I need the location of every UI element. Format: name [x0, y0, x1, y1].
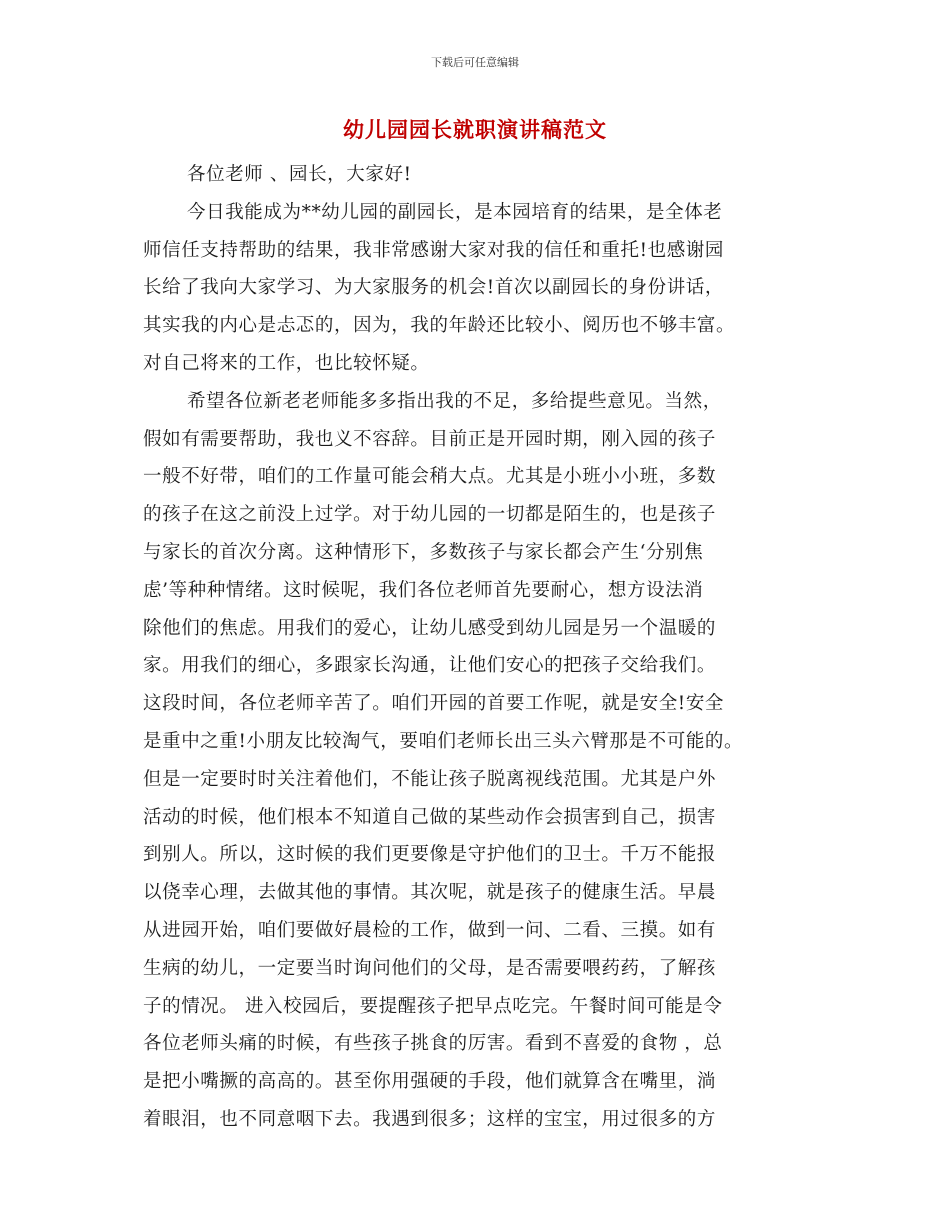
body-line: 各位老师 、园长，大家好!	[187, 164, 412, 185]
body-line: 活动的时候，他们根本不知道自己做的某些动作会损害到自己，损害	[143, 806, 717, 828]
body-line: 这段时间，各位老师辛苦了。咱们开园的首要工作呢，就是安全!安全	[143, 693, 725, 715]
body-line: 生病的幼儿，一定要当时询问他们的父母，是否需要喂药药，了解孩	[143, 957, 717, 979]
body-line: 其实我的内心是忐忑的，因为，我的年龄还比较小、阅历也不够丰富。	[143, 315, 736, 337]
body-line: 对自己将来的工作，也比较怀疑。	[143, 352, 430, 374]
body-line: 家。用我们的细心，多跟家长沟通，让他们安心的把孩子交给我们。	[143, 655, 717, 677]
body-line: 师信任支持帮助的结果，我非常感谢大家对我的信任和重托!也感谢园	[143, 239, 725, 261]
body-line: 到别人。所以，这时候的我们更要像是守护他们的卫士。千万不能报	[143, 844, 717, 866]
body-line: 长给了我向大家学习、为大家服务的机会!首次以副园长的身份讲话，	[143, 277, 725, 299]
body-line: 除他们的焦虑。用我们的爱心，让幼儿感受到幼儿园是另一个温暖的	[143, 617, 717, 639]
header-note: 下载后可任意编辑	[431, 56, 519, 69]
body-line: 假如有需要帮助，我也义不容辞。目前正是开园时期，刚入园的孩子	[143, 428, 717, 450]
body-line: 是重中之重!小朋友比较淘气，要咱们老师长出三头六臂那是不可能的。	[143, 730, 744, 752]
body-line: 一般不好带，咱们的工作量可能会稍大点。尤其是小班小小班，多数	[143, 466, 717, 488]
body-line: 的孩子在这之前没上过学。对于幼儿园的一切都是陌生的，也是孩子	[143, 504, 717, 526]
body-line: 虑’等种种情绪。这时候呢，我们各位老师首先要耐心，想方设法消	[143, 579, 704, 601]
body-line: 今日我能成为**幼儿园的副园长，是本园培育的结果，是全体老	[187, 201, 723, 223]
document-body	[143, 156, 823, 1139]
body-line: 希望各位新老老师能多多指出我的不足，多给提些意见。当然，	[187, 390, 722, 412]
body-line: 但是一定要时时关注着他们，不能让孩子脱离视线范围。尤其是户外	[143, 768, 717, 790]
body-line: 各位老师头痛的时候，有些孩子挑食的厉害。看到不喜爱的食物 ，总	[143, 1033, 723, 1055]
body-line: 以侥幸心理，去做其他的事情。其次呢，就是孩子的健康生活。早晨	[143, 882, 717, 904]
body-line: 着眼泪，也不同意咽下去。我遇到很多；这样的宝宝，用过很多的方	[143, 1108, 717, 1130]
body-line: 是把小嘴撅的高高的。甚至你用强硬的手段，他们就算含在嘴里，淌	[143, 1071, 717, 1093]
body-line: 与家长的首次分离。这种情形下，多数孩子与家长都会产生‘分别焦	[143, 541, 704, 563]
body-line: 从进园开始，咱们要做好晨检的工作，做到一问、二看、三摸。如有	[143, 919, 717, 941]
body-line: 子的情况。 进入校园后，要提醒孩子把早点吃完。午餐时间可能是令	[143, 995, 723, 1017]
document-title: 幼儿园园长就职演讲稿范文	[343, 117, 607, 142]
